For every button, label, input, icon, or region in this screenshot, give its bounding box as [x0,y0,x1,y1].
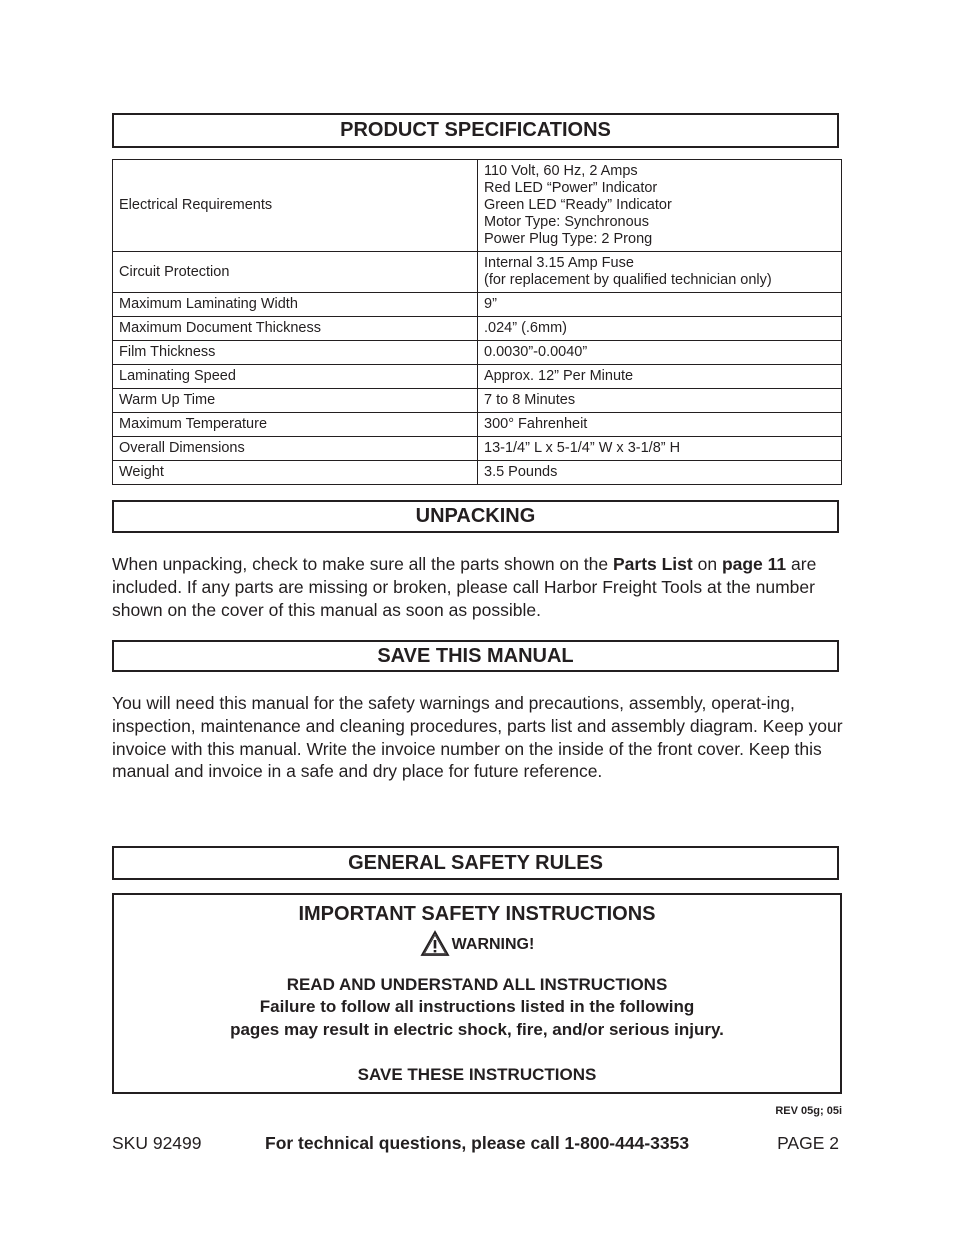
specifications-table [112,159,842,485]
parts-list-ref: Parts List [612,554,693,574]
spec-value [478,252,842,293]
footer-sku: SKU 92499 [112,1133,202,1153]
spec-value-line: Green LED “Ready” Indicator [484,197,672,213]
heading-text: SAVE THIS MANUAL [377,645,574,667]
unpacking-text: are included. If any parts are missing or broken, please call Harbor Freight Tools at the number shown on the cover of this manual as soon as possible. [112,554,817,620]
safety-line-4: SAVE THESE INSTRUCTIONS [357,1065,597,1084]
safety-title: IMPORTANT SAFETY INSTRUCTIONS [298,903,656,925]
save-manual-paragraph: You will need this manual for the safety warnings and precautions, assembly, operat-ing, inspection, maintenance and cleaning procedures, parts list and assembly diagram. Keep your invoice with this manual. Write the invoice number on the inside of the front cover. Keep this manual and invoice in a safe and dry place for future reference. [112,693,843,782]
spec-label: Maximum Laminating Width [113,293,478,317]
heading-text: GENERAL SAFETY RULES [348,852,603,874]
spec-value-line: 0.0030”-0.0040” [484,344,588,360]
footer-page-number: PAGE 2 [777,1133,839,1153]
page-ref: page 11 [721,554,787,574]
warning-label: WARNING! [451,936,535,953]
spec-row [113,317,842,341]
warning-triangle-icon [420,930,450,962]
spec-value-line: Motor Type: Synchronous [484,214,649,230]
spec-value-line: Power Plug Type: 2 Prong [484,231,653,247]
spec-label: Maximum Temperature [113,413,478,437]
spec-row [113,461,842,485]
spec-label: Maximum Document Thickness [113,317,478,341]
spec-row [113,389,842,413]
safety-line-3: pages may result in electric shock, fire, and/or serious injury. [230,1020,724,1039]
general-safety-heading [112,846,839,880]
spec-label: Warm Up Time [113,389,478,413]
spec-value-line: 3.5 Pounds [484,464,558,480]
spec-value [478,413,842,437]
safety-line-1: READ AND UNDERSTAND ALL INSTRUCTIONS [286,975,668,994]
spec-value [478,293,842,317]
save-manual-heading [112,640,839,672]
safety-line-2: Failure to follow all instructions listed in the following [259,997,695,1016]
spec-value-line: Red LED “Power” Indicator [484,180,658,196]
unpacking-paragraph [112,553,847,621]
spec-value-line: Approx. 12” Per Minute [484,368,634,384]
spec-value-line: 110 Volt, 60 Hz, 2 Amps [484,163,638,179]
spec-value-line: .024” (.6mm) [484,320,567,336]
spec-value [478,160,842,252]
heading-text: PRODUCT SPECIFICATIONS [340,119,611,141]
spec-value [478,461,842,485]
spec-value-line: Internal 3.15 Amp Fuse [484,255,634,271]
spec-row [113,437,842,461]
spec-value [478,317,842,341]
spec-label: Overall Dimensions [113,437,478,461]
spec-value [478,365,842,389]
spec-label: Weight [113,461,478,485]
spec-value [478,437,842,461]
spec-label: Laminating Speed [113,365,478,389]
product-specifications-heading [112,113,839,148]
spec-value [478,389,842,413]
heading-text: UNPACKING [415,505,536,527]
spec-row [113,252,842,293]
revision-code: REV 05g; 05i [775,1105,842,1117]
spec-value-line: 9” [484,296,497,312]
safety-instructions-box [112,893,842,1094]
spec-value-line: 13-1/4” L x 5-1/4” W x 3-1/8” H [484,440,681,456]
unpacking-heading [112,500,839,533]
footer-tech-support: For technical questions, please call 1-800-444-3353 [265,1133,690,1153]
spec-value-line: (for replacement by qualified technician only) [484,272,772,288]
spec-row [113,413,842,437]
spec-value-line: 7 to 8 Minutes [484,392,576,408]
spec-value [478,341,842,365]
spec-row [113,293,842,317]
spec-value-line: 300° Fahrenheit [484,416,588,432]
spec-row [113,341,842,365]
warning-line [114,930,840,962]
spec-label: Circuit Protection [113,252,478,293]
unpacking-text: on [692,554,722,574]
unpacking-text: When unpacking, check to make sure all the parts shown on the [112,554,613,574]
spec-label: Electrical Requirements [113,160,478,252]
spec-row [113,160,842,252]
spec-label: Film Thickness [113,341,478,365]
spec-row [113,365,842,389]
